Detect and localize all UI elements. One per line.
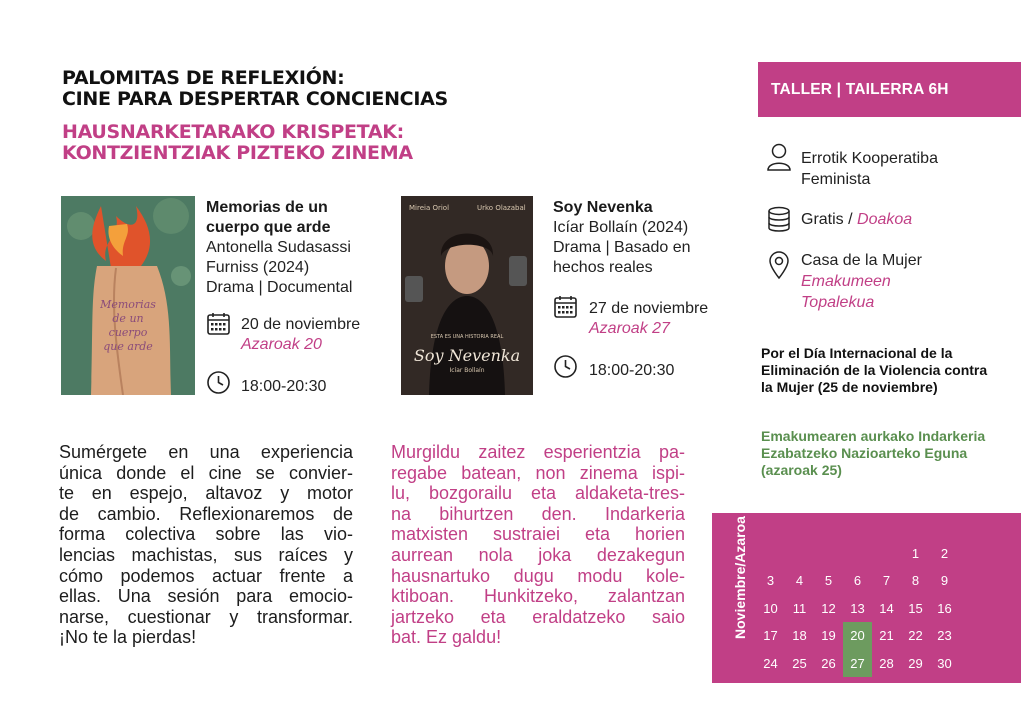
poster-nevenka-image [401, 196, 533, 395]
calendar-day: 24 [763, 655, 778, 671]
movie-time: 18:00-20:30 [241, 378, 327, 395]
calendar-day: 25 [792, 655, 807, 671]
calendar-empty-cell [785, 540, 814, 567]
clock-icon [206, 370, 231, 400]
calendar-day: 9 [940, 573, 949, 589]
calendar-day: 27 [843, 650, 872, 677]
location-pin-icon [768, 250, 790, 285]
movie-meta: Antonella Sudasassi [206, 239, 351, 256]
poster-nevenka [401, 196, 533, 395]
svg-text:ESTA ES UNA HISTORIA REAL: ESTA ES UNA HISTORIA REAL [430, 334, 504, 340]
calendar-day: 1 [911, 546, 920, 561]
calendar-empty-cell [814, 540, 843, 567]
movie-meta: Drama | Basado en [553, 239, 691, 256]
calendar-day: 8 [911, 573, 920, 589]
calendar-day: 3 [766, 573, 775, 589]
calendar-day: 14 [879, 600, 894, 616]
venue: Casa de la Mujer Emakumeen Topalekua [801, 252, 922, 311]
date-eu: Azaroak 20 [241, 336, 322, 353]
organizer: Errotik Kooperatiba Feminista [801, 150, 938, 188]
calendar-day: 29 [908, 655, 923, 671]
calendar-empty-cell [843, 540, 872, 567]
poster-memorias [61, 196, 195, 395]
calendar-day: 5 [824, 573, 833, 589]
calendar-day: 13 [850, 600, 865, 616]
movie-time: 18:00-20:30 [589, 362, 675, 379]
movie-title: Soy Nevenka [553, 199, 653, 216]
calendar [712, 513, 1021, 683]
calendar-day: 12 [821, 600, 836, 616]
movie-meta: hechos reales [553, 259, 653, 276]
user-icon [766, 142, 792, 177]
description-es: Sumérgete en una experiencia única donde el cine se convier- te en espejo, altavoz y motor de cambio. Reflexionaremos de forma colectiva sobre las vio- lencias machistas, sus raíces y cómo podemos actuar frente a ellas. Una sesión para emocio- narse, cuestionar y transformar. ¡No te la pierdas! [59, 442, 353, 648]
svg-text:de un: de un [112, 312, 144, 325]
page-title-eu [62, 122, 413, 164]
title-eu-line2: KONTZIENTZIAK PIZTEKO ZINEMA [62, 142, 413, 164]
calendar-icon [553, 294, 578, 324]
calendar-day: 23 [937, 628, 952, 644]
calendar-day: 20 [843, 622, 872, 649]
movie-title: Memorias de un [206, 199, 328, 216]
calendar-grid [756, 540, 959, 677]
taller-badge: TALLER | TAILERRA 6H [758, 62, 1021, 117]
title-eu-line1: HAUSNARKETARAKO KRISPETAK: [62, 121, 404, 143]
day-text-eu: Emakumearen aurkako Indarkeria Ezabatzeko Nazioarteko Eguna (azaroak 25) [761, 428, 986, 478]
movie-meta: Icíar Bollaín (2024) [553, 219, 689, 236]
date-es: 27 de noviembre [589, 300, 709, 317]
calendar-day: 19 [821, 628, 836, 644]
movie-meta: Furniss (2024) [206, 259, 310, 276]
title-es-line2: CINE PARA DESPERTAR CONCIENCIAS [62, 88, 448, 110]
calendar-day: 21 [879, 628, 894, 644]
poster-memorias-image [61, 196, 195, 395]
calendar-day: 15 [908, 600, 923, 616]
calendar-day: 2 [940, 546, 949, 561]
calendar-day: 7 [882, 573, 891, 589]
description-eu: Murgildu zaitez esperientzia pa- regabe batean, non zinema ispi- lu, bozgorailu eta aldaketa-tres- na bihurtzen den. Indarkeria matxisten sustraiei eta horien aurrean nola joka dezakegun hausnartuko dugu modu kole- ktiboan. Hunkitzeko, zalantzan jartzeko eta eraldatzeko saio bat. Ez galdu! [391, 442, 685, 648]
svg-text:cuerpo: cuerpo [108, 326, 148, 339]
calendar-day: 30 [937, 655, 952, 671]
svg-text:Urko Olazabal: Urko Olazabal [477, 204, 526, 212]
coins-icon [767, 206, 791, 239]
clock-icon [553, 354, 578, 384]
calendar-day: 28 [879, 655, 894, 671]
movie-meta: Drama | Documental [206, 279, 353, 296]
calendar-icon [206, 311, 231, 341]
svg-text:Memorias: Memorias [100, 298, 156, 311]
calendar-empty-cell [756, 540, 785, 567]
calendar-day: 18 [792, 628, 807, 644]
price: Gratis / Doakoa [801, 211, 913, 228]
calendar-day: 16 [937, 600, 952, 616]
movie-info-memorias [206, 198, 386, 298]
calendar-day: 4 [795, 573, 804, 589]
svg-text:Icíar Bollaín: Icíar Bollaín [449, 367, 485, 374]
calendar-day: 17 [763, 628, 778, 644]
movie-title: cuerpo que arde [206, 219, 331, 236]
movie-date-nevenka [589, 299, 708, 339]
calendar-day: 22 [908, 628, 923, 644]
date-es: 20 de noviembre [241, 316, 361, 333]
day-text-es: Por el Día Internacional de la Eliminación de la Violencia contra la Mujer (25 de noviembre) [761, 345, 988, 395]
date-eu: Azaroak 27 [589, 320, 670, 337]
calendar-month-label: Noviembre/Azaroa [732, 516, 748, 639]
movie-info-nevenka [553, 198, 723, 278]
page-title-es [62, 68, 448, 110]
movie-date-memorias [241, 315, 360, 355]
calendar-day: 10 [763, 600, 778, 616]
svg-text:que arde: que arde [103, 340, 153, 353]
calendar-day: 6 [853, 573, 862, 589]
svg-text:Soy Nevenka: Soy Nevenka [413, 346, 521, 365]
svg-text:Mireia Oriol: Mireia Oriol [409, 204, 450, 212]
calendar-day: 11 [792, 600, 807, 616]
calendar-day: 26 [821, 655, 836, 671]
title-es-line1: PALOMITAS DE REFLEXIÓN: [62, 67, 345, 89]
calendar-empty-cell [872, 540, 901, 567]
